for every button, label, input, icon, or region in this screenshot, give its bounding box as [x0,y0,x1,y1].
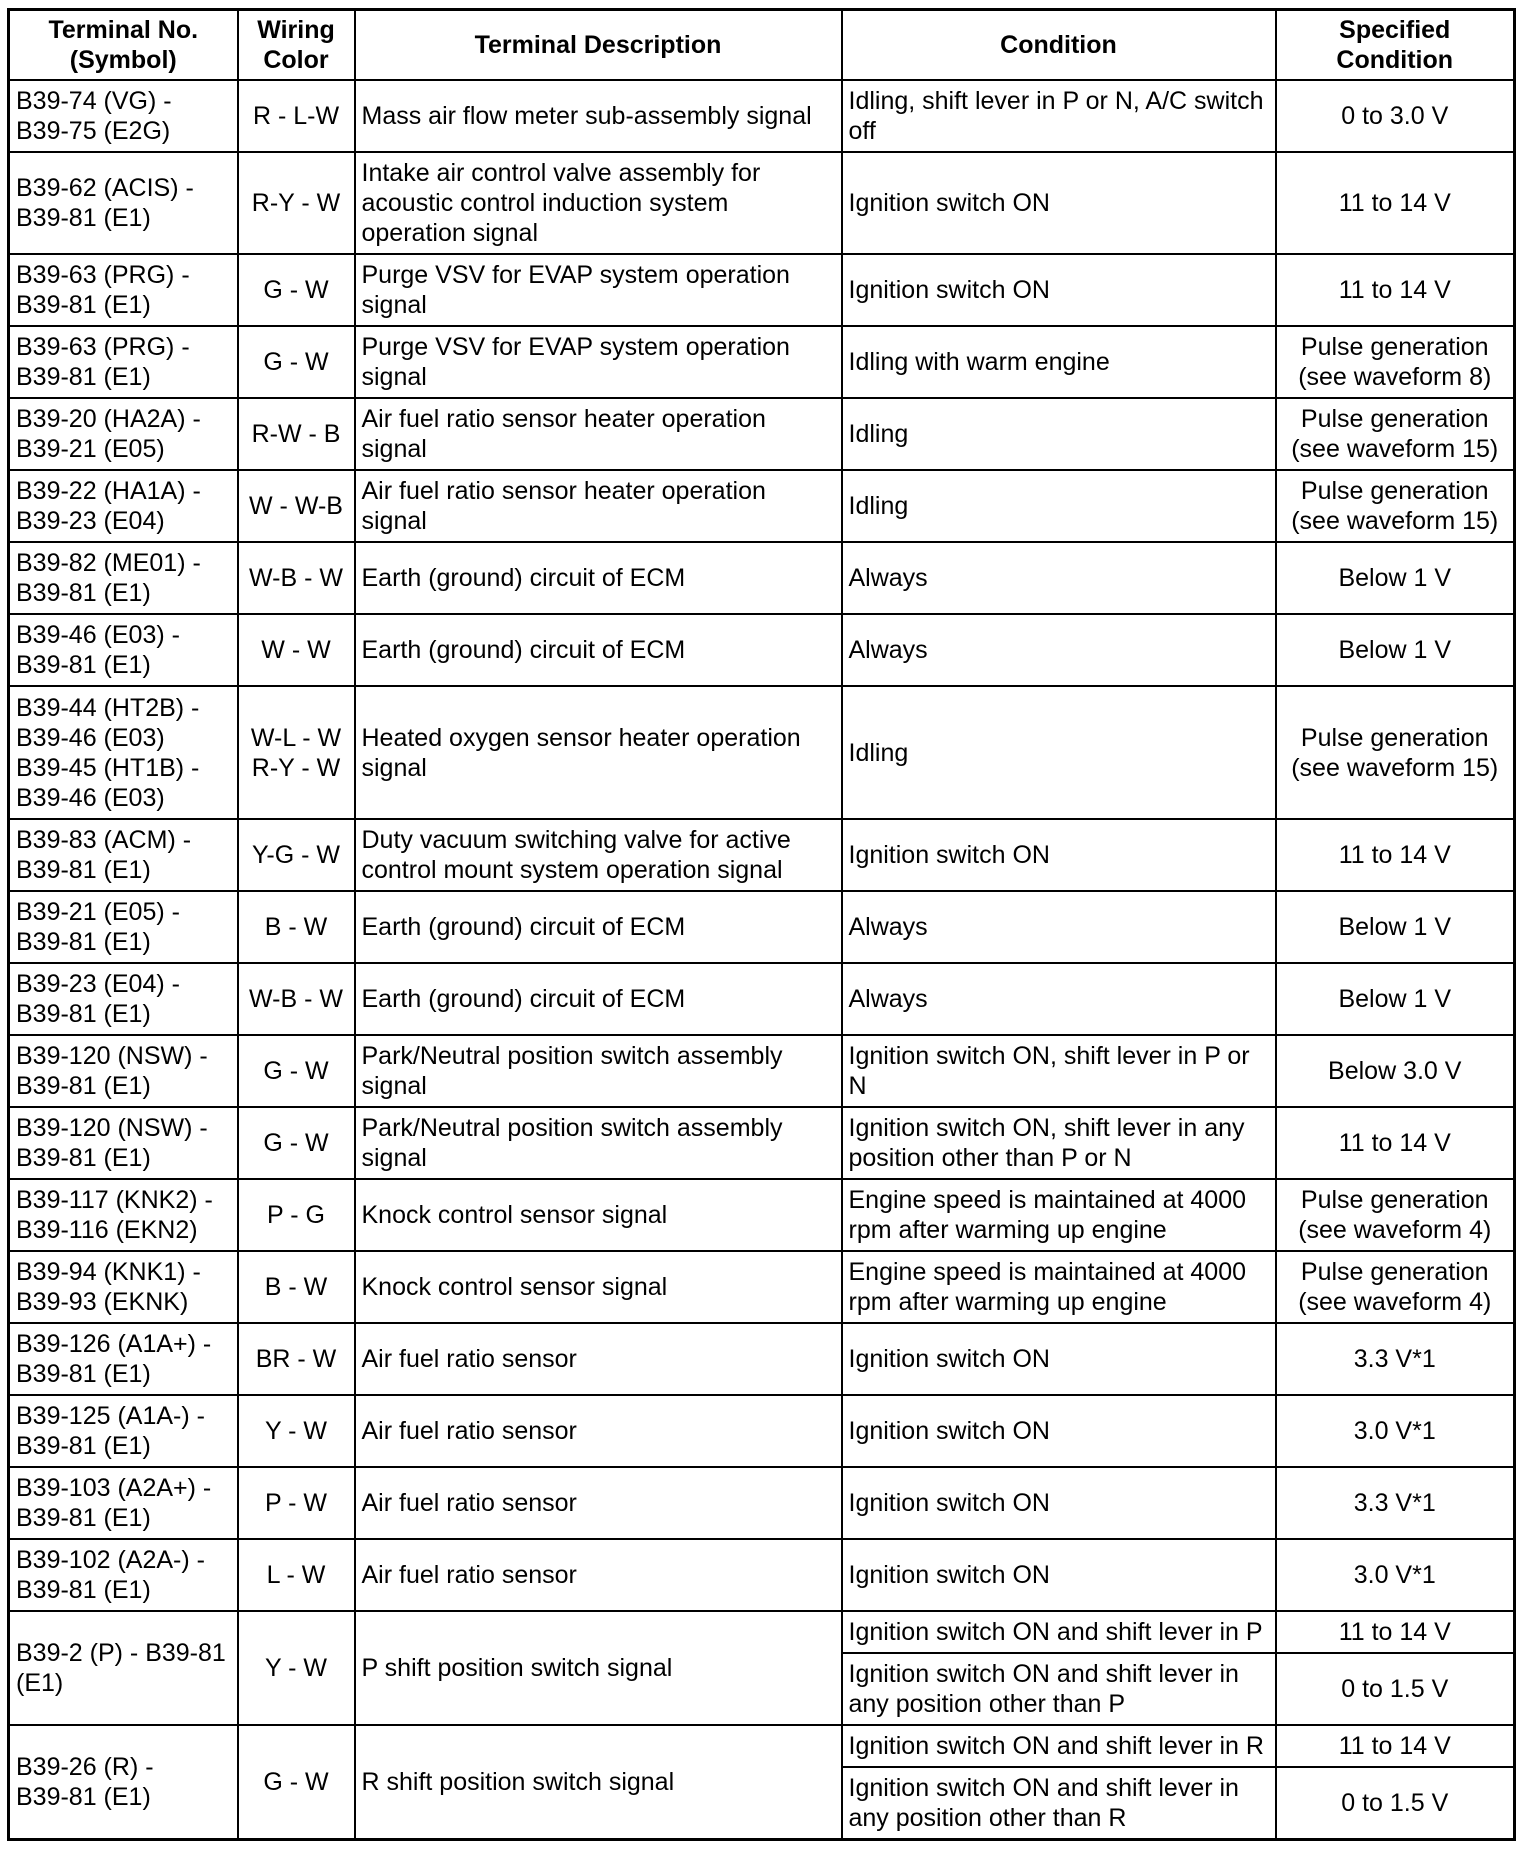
table-row [9,326,1515,398]
specified-condition-cell: Below 3.0 V [1276,1035,1515,1107]
table-body [9,80,1515,1840]
description-cell: Knock control sensor signal [355,1179,842,1251]
header-condition: Condition [842,10,1276,81]
table-row [9,1035,1515,1107]
condition-cell: Idling, shift lever in P or N, A/C switch off [842,80,1276,152]
condition-cell: Ignition switch ON [842,819,1276,891]
specified-condition-cell: 11 to 14 V [1276,152,1515,254]
wiring-color-cell: R-W - B [238,398,355,470]
table-row [9,1107,1515,1179]
specified-condition-cell: 3.0 V*1 [1276,1539,1515,1611]
description-cell: Duty vacuum switching valve for active control mount system operation signal [355,819,842,891]
description-cell: Purge VSV for EVAP system operation signal [355,254,842,326]
wiring-color-cell: W - W [238,614,355,686]
table-row [9,1467,1515,1539]
header-wiring-color: Wiring Color [238,10,355,81]
table-row [9,1395,1515,1467]
terminal-cell: B39-22 (HA1A) - B39-23 (E04) [9,470,238,542]
wiring-color-cell: G - W [238,1107,355,1179]
terminal-cell: B39-126 (A1A+) - B39-81 (E1) [9,1323,238,1395]
wiring-color-cell: W-B - W [238,963,355,1035]
specified-condition-cell: Below 1 V [1276,891,1515,963]
wiring-color-cell: P - G [238,1179,355,1251]
wiring-color-cell: L - W [238,1539,355,1611]
table-row [9,152,1515,254]
table-row [9,891,1515,963]
description-cell: R shift position switch signal [355,1725,842,1840]
table-row [9,686,1515,819]
terminal-cell: B39-63 (PRG) - B39-81 (E1) [9,254,238,326]
specified-condition-cell: Pulse generation (see waveform 15) [1276,398,1515,470]
description-cell: Air fuel ratio sensor heater operation signal [355,470,842,542]
description-cell: Earth (ground) circuit of ECM [355,963,842,1035]
wiring-color-cell: G - W [238,254,355,326]
table-row [9,1179,1515,1251]
condition-cell: Ignition switch ON and shift lever in P [842,1611,1276,1653]
description-cell: Park/Neutral position switch assembly signal [355,1107,842,1179]
description-cell: Air fuel ratio sensor [355,1467,842,1539]
condition-cell: Ignition switch ON, shift lever in any position other than P or N [842,1107,1276,1179]
terminal-cell: B39-23 (E04) - B39-81 (E1) [9,963,238,1035]
description-cell: Earth (ground) circuit of ECM [355,614,842,686]
terminal-cell: B39-102 (A2A-) - B39-81 (E1) [9,1539,238,1611]
condition-cell: Always [842,891,1276,963]
wiring-color-cell: R-Y - W [238,152,355,254]
terminal-cell: B39-26 (R) - B39-81 (E1) [9,1725,238,1840]
table-row [9,80,1515,152]
wiring-color-cell: W-L - W R-Y - W [238,686,355,819]
terminal-cell: B39-94 (KNK1) - B39-93 (EKNK) [9,1251,238,1323]
condition-cell: Ignition switch ON [842,1323,1276,1395]
condition-cell: Ignition switch ON [842,1467,1276,1539]
condition-cell: Always [842,614,1276,686]
description-cell: Knock control sensor signal [355,1251,842,1323]
wiring-color-cell: R - L-W [238,80,355,152]
description-cell: Air fuel ratio sensor [355,1539,842,1611]
description-cell: Earth (ground) circuit of ECM [355,891,842,963]
table-row [9,398,1515,470]
specified-condition-cell: Pulse generation (see waveform 15) [1276,470,1515,542]
description-cell: P shift position switch signal [355,1611,842,1725]
condition-cell: Idling with warm engine [842,326,1276,398]
description-cell: Heated oxygen sensor heater operation signal [355,686,842,819]
wiring-color-cell: G - W [238,1035,355,1107]
specified-condition-cell: 11 to 14 V [1276,1107,1515,1179]
terminal-table [7,8,1516,1841]
condition-cell: Idling [842,686,1276,819]
terminal-cell: B39-125 (A1A-) - B39-81 (E1) [9,1395,238,1467]
specified-condition-cell: Below 1 V [1276,614,1515,686]
terminal-cell: B39-83 (ACM) - B39-81 (E1) [9,819,238,891]
terminal-cell: B39-63 (PRG) - B39-81 (E1) [9,326,238,398]
wiring-color-cell: BR - W [238,1323,355,1395]
specified-condition-cell: 3.3 V*1 [1276,1323,1515,1395]
specified-condition-cell: Pulse generation (see waveform 4) [1276,1179,1515,1251]
specified-condition-cell: Below 1 V [1276,542,1515,614]
wiring-color-cell: Y-G - W [238,819,355,891]
terminal-cell: B39-74 (VG) - B39-75 (E2G) [9,80,238,152]
table-row [9,1539,1515,1611]
condition-cell: Always [842,963,1276,1035]
description-cell: Earth (ground) circuit of ECM [355,542,842,614]
header-terminal-description: Terminal Description [355,10,842,81]
condition-cell: Engine speed is maintained at 4000 rpm after warming up engine [842,1179,1276,1251]
terminal-cell: B39-103 (A2A+) - B39-81 (E1) [9,1467,238,1539]
description-cell: Air fuel ratio sensor [355,1323,842,1395]
terminal-cell: B39-44 (HT2B) - B39-46 (E03) B39-45 (HT1B) - B39-46 (E03) [9,686,238,819]
condition-cell: Ignition switch ON [842,152,1276,254]
specified-condition-cell: Pulse generation (see waveform 8) [1276,326,1515,398]
table-row [9,470,1515,542]
wiring-color-cell: B - W [238,1251,355,1323]
terminal-cell: B39-46 (E03) - B39-81 (E1) [9,614,238,686]
table-row [9,963,1515,1035]
table-row [9,1323,1515,1395]
specified-condition-cell: 11 to 14 V [1276,819,1515,891]
wiring-color-cell: W-B - W [238,542,355,614]
condition-cell: Ignition switch ON, shift lever in P or N [842,1035,1276,1107]
condition-cell: Engine speed is maintained at 4000 rpm after warming up engine [842,1251,1276,1323]
description-cell: Park/Neutral position switch assembly signal [355,1035,842,1107]
terminal-cell: B39-117 (KNK2) - B39-116 (EKN2) [9,1179,238,1251]
specified-condition-cell: Below 1 V [1276,963,1515,1035]
condition-cell: Always [842,542,1276,614]
terminal-cell: B39-21 (E05) - B39-81 (E1) [9,891,238,963]
specified-condition-cell: 11 to 14 V [1276,1725,1515,1767]
terminal-cell: B39-120 (NSW) - B39-81 (E1) [9,1107,238,1179]
description-cell: Intake air control valve assembly for acoustic control induction system operation signal [355,152,842,254]
header-specified-condition: Specified Condition [1276,10,1515,81]
table-row [9,1725,1515,1767]
terminal-cell: B39-62 (ACIS) - B39-81 (E1) [9,152,238,254]
terminal-cell: B39-82 (ME01) - B39-81 (E1) [9,542,238,614]
condition-cell: Ignition switch ON [842,1395,1276,1467]
table-row [9,254,1515,326]
header-terminal: Terminal No. (Symbol) [9,10,238,81]
specified-condition-cell: 11 to 14 V [1276,1611,1515,1653]
header-row [9,10,1515,81]
terminal-cell: B39-2 (P) - B39-81 (E1) [9,1611,238,1725]
description-cell: Mass air flow meter sub-assembly signal [355,80,842,152]
specified-condition-cell: 11 to 14 V [1276,254,1515,326]
table-row [9,614,1515,686]
wiring-color-cell: P - W [238,1467,355,1539]
condition-cell: Ignition switch ON and shift lever in R [842,1725,1276,1767]
table-row [9,819,1515,891]
wiring-color-cell: G - W [238,326,355,398]
table-row [9,1251,1515,1323]
table-row [9,1611,1515,1653]
specified-condition-cell: Pulse generation (see waveform 15) [1276,686,1515,819]
condition-cell: Ignition switch ON and shift lever in any position other than P [842,1653,1276,1725]
wiring-color-cell: B - W [238,891,355,963]
wiring-color-cell: G - W [238,1725,355,1840]
specified-condition-cell: 3.0 V*1 [1276,1395,1515,1467]
description-cell: Purge VSV for EVAP system operation signal [355,326,842,398]
description-cell: Air fuel ratio sensor heater operation signal [355,398,842,470]
specified-condition-cell: 0 to 1.5 V [1276,1767,1515,1840]
description-cell: Air fuel ratio sensor [355,1395,842,1467]
condition-cell: Idling [842,398,1276,470]
wiring-color-cell: W - W-B [238,470,355,542]
terminal-cell: B39-120 (NSW) - B39-81 (E1) [9,1035,238,1107]
condition-cell: Ignition switch ON [842,1539,1276,1611]
specified-condition-cell: 0 to 1.5 V [1276,1653,1515,1725]
condition-cell: Idling [842,470,1276,542]
specified-condition-cell: 3.3 V*1 [1276,1467,1515,1539]
terminal-cell: B39-20 (HA2A) - B39-21 (E05) [9,398,238,470]
specified-condition-cell: 0 to 3.0 V [1276,80,1515,152]
wiring-color-cell: Y - W [238,1611,355,1725]
wiring-color-cell: Y - W [238,1395,355,1467]
condition-cell: Ignition switch ON [842,254,1276,326]
condition-cell: Ignition switch ON and shift lever in any position other than R [842,1767,1276,1840]
specified-condition-cell: Pulse generation (see waveform 4) [1276,1251,1515,1323]
table-row [9,542,1515,614]
